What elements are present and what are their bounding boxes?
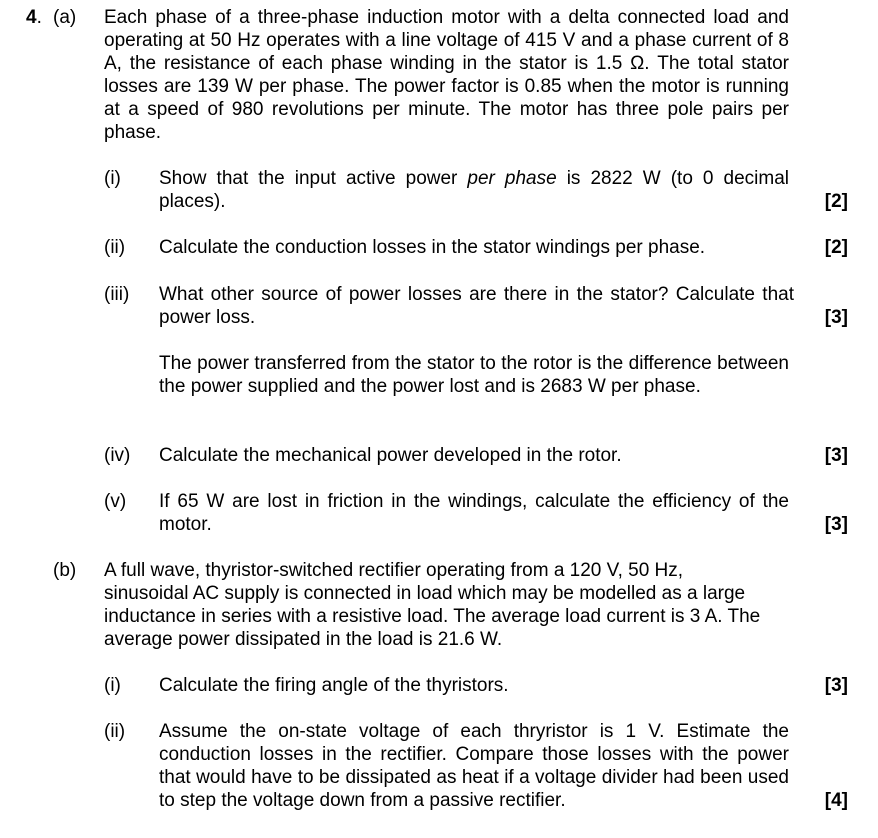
part-b-i-marks: [3] (824, 675, 848, 696)
part-a-i-text (159, 167, 789, 213)
question-number (26, 7, 42, 29)
question-number-suffix: . (36, 7, 42, 28)
part-a-iii-marks: [3] (824, 307, 848, 328)
part-a-i-label: (i) (104, 168, 121, 189)
part-a-iv-text: Calculate the mechanical power developed in the rotor. (159, 445, 622, 466)
part-a-interlude: The power transferred from the stator to the rotor is the difference between the power supplied and the power lost and is 2683 W per phase. (159, 353, 789, 397)
part-b-ii-label: (ii) (104, 721, 126, 742)
part-b-ii-text: Assume the on-state voltage of each thryristor is 1 V. Estimate the conduction losses in the rectifier. Compare those losses with the power that would have to be dissipated as heat if a voltage divider had been used to step the voltage down from a passive rectifier. (159, 721, 789, 811)
part-a-iii-text: What other source of power losses are there in the stator? Calculate that power loss. (159, 284, 794, 328)
part-a-v-label: (v) (104, 491, 127, 512)
part-a-ii-label: (ii) (104, 237, 126, 258)
part-a-ii-marks: [2] (824, 237, 848, 258)
part-a-i-text-after: is 2822 W (to 0 decimal places). (159, 168, 789, 212)
part-b-label: (b) (53, 560, 77, 581)
part-a-label: (a) (53, 7, 77, 28)
part-a-ii-text: Calculate the conduction losses in the stator windings per phase. (159, 237, 706, 258)
part-a-iv-marks: [3] (824, 445, 848, 466)
part-a-iii-label: (iii) (104, 284, 130, 305)
part-a-intro: Each phase of a three-phase induction motor with a delta connected load and operating at 50 Hz operates with a line voltage of 415 V and a phase current of 8 A, the resistance of each phase winding in the stator is 1.5 Ω. The total stator losses are 139 W per phase. The power factor is 0.85 when the motor is running at a speed of 980 revolutions per minute. The motor has three pole pairs per phase. (104, 7, 789, 143)
part-a-v-text: If 65 W are lost in friction in the windings, calculate the efficiency of the motor. (159, 491, 789, 535)
part-a-i-text-emph: per phase (467, 168, 557, 189)
part-a-i-marks: [2] (824, 191, 848, 212)
part-a-i-text-before: Show that the input active power (159, 168, 468, 189)
question-number-digit: 4 (26, 7, 37, 28)
part-b-intro: A full wave, thyristor-switched rectifier operating from a 120 V, 50 Hz, sinusoidal AC supply is connected in load which may be modelled as a large inductance in series with a resistive load. The average load current is 3 A. The average power dissipated in the load is 21.6 W. (104, 560, 761, 650)
part-b-i-label: (i) (104, 675, 121, 696)
part-b-i-text: Calculate the firing angle of the thyristors. (159, 675, 509, 696)
part-a-v-marks: [3] (824, 514, 848, 535)
part-b-ii-marks: [4] (824, 790, 848, 811)
part-a-iv-label: (iv) (104, 445, 131, 466)
